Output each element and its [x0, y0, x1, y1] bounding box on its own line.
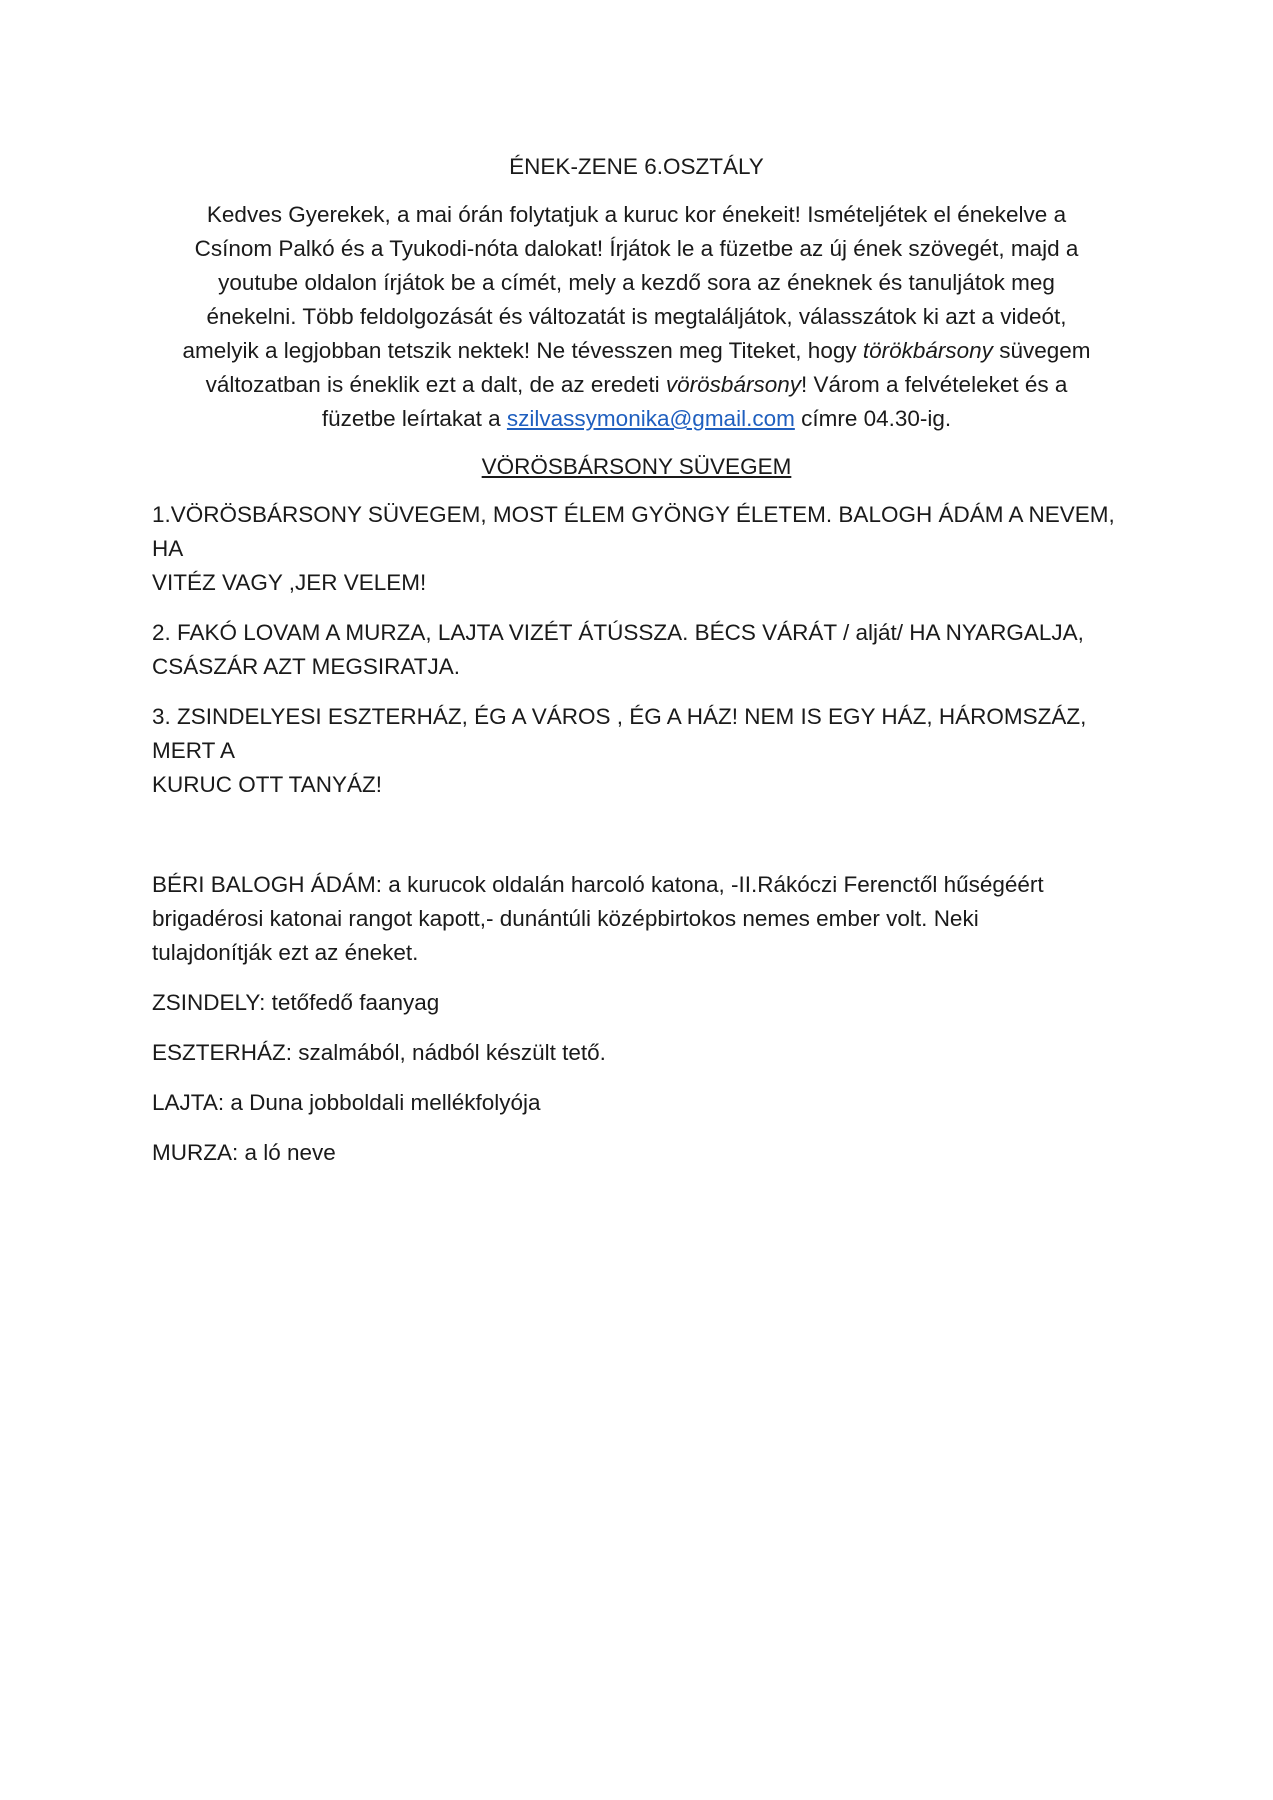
glossary-line: brigadérosi katonai rangot kapott,- dunántúli középbirtokos nemes ember volt. Neki — [152, 906, 979, 931]
verse-line: 3. ZSINDELYESI ESZTERHÁZ, ÉG A VÁROS , ÉG A HÁZ! NEM IS EGY HÁZ, HÁROMSZÁZ, MERT A — [152, 704, 1087, 763]
document-page — [152, 150, 1121, 1186]
song-title: VÖRÖSBÁRSONY SÜVEGEM — [481, 454, 792, 479]
glossary-line: MURZA: a ló neve — [152, 1140, 336, 1165]
intro-emphasis: törökbársony — [862, 338, 993, 363]
intro-emphasis: vörösbársony — [665, 372, 801, 397]
intro-paragraph — [152, 198, 1121, 436]
glossary-line: tulajdonítják ezt az éneket. — [152, 940, 419, 965]
intro-line: youtube oldalon írjátok be a címét, mely a kezdő sora az éneknek és tanuljátok meg — [218, 270, 1055, 295]
intro-line: Kedves Gyerekek, a mai órán folytatjuk a kuruc kor énekeit! Ismételjétek el énekelve a — [206, 202, 1067, 227]
glossary-entry-murza — [152, 1136, 1121, 1170]
verse-line: 1.VÖRÖSBÁRSONY SÜVEGEM, MOST ÉLEM GYÖNGY ÉLETEM. BALOGH ÁDÁM A NEVEM, HA — [152, 502, 1115, 561]
intro-line — [152, 402, 1121, 436]
glossary-entry-beri-balogh-adam — [152, 868, 1121, 970]
intro-text: változatban is éneklik ezt a dalt, de az eredeti — [205, 372, 666, 397]
glossary-entry-lajta — [152, 1086, 1121, 1120]
verse-line: 2. FAKÓ LOVAM A MURZA, LAJTA VIZÉT ÁTÚSSZA. BÉCS VÁRÁT / alját/ HA NYARGALJA, — [152, 620, 1084, 645]
verse-line: CSÁSZÁR AZT MEGSIRATJA. — [152, 654, 460, 679]
verse-3 — [152, 700, 1121, 802]
intro-line: énekelni. Több feldolgozását és változatát is megtaláljátok, válasszátok ki azt a videót, — [206, 304, 1067, 329]
intro-line — [152, 334, 1121, 368]
verse-line: KURUC OTT TANYÁZ! — [152, 772, 383, 797]
section-spacer — [152, 818, 1121, 868]
intro-text: füzetbe leírtakat a — [321, 406, 507, 431]
glossary-line: ZSINDELY: tetőfedő faanyag — [152, 990, 440, 1015]
intro-line: Csínom Palkó és a Tyukodi-nóta dalokat! Írjátok le a füzetbe az új ének szövegét, majd a — [194, 236, 1079, 261]
glossary-entry-zsindely — [152, 986, 1121, 1020]
verse-1 — [152, 498, 1121, 600]
verse-line: VITÉZ VAGY ,JER VELEM! — [152, 570, 427, 595]
glossary-line: ESZTERHÁZ: szalmából, nádból készült tető. — [152, 1040, 606, 1065]
page-title: ÉNEK-ZENE 6.OSZTÁLY — [509, 154, 764, 179]
email-link[interactable]: szilvassymonika@gmail.com — [506, 406, 795, 431]
glossary-entry-eszterhaz — [152, 1036, 1121, 1070]
glossary-line: LAJTA: a Duna jobboldali mellékfolyója — [152, 1090, 541, 1115]
intro-line — [152, 368, 1121, 402]
intro-text: süvegem — [992, 338, 1091, 363]
intro-text: címre 04.30-ig. — [794, 406, 952, 431]
intro-text: ! Várom a felvételeket és a — [800, 372, 1068, 397]
intro-text: amelyik a legjobban tetszik nektek! Ne tévesszen meg Titeket, hogy — [182, 338, 863, 363]
verse-2 — [152, 616, 1121, 684]
glossary-line: BÉRI BALOGH ÁDÁM: a kurucok oldalán harcoló katona, -II.Rákóczi Ferenctől hűségéért — [152, 872, 1044, 897]
